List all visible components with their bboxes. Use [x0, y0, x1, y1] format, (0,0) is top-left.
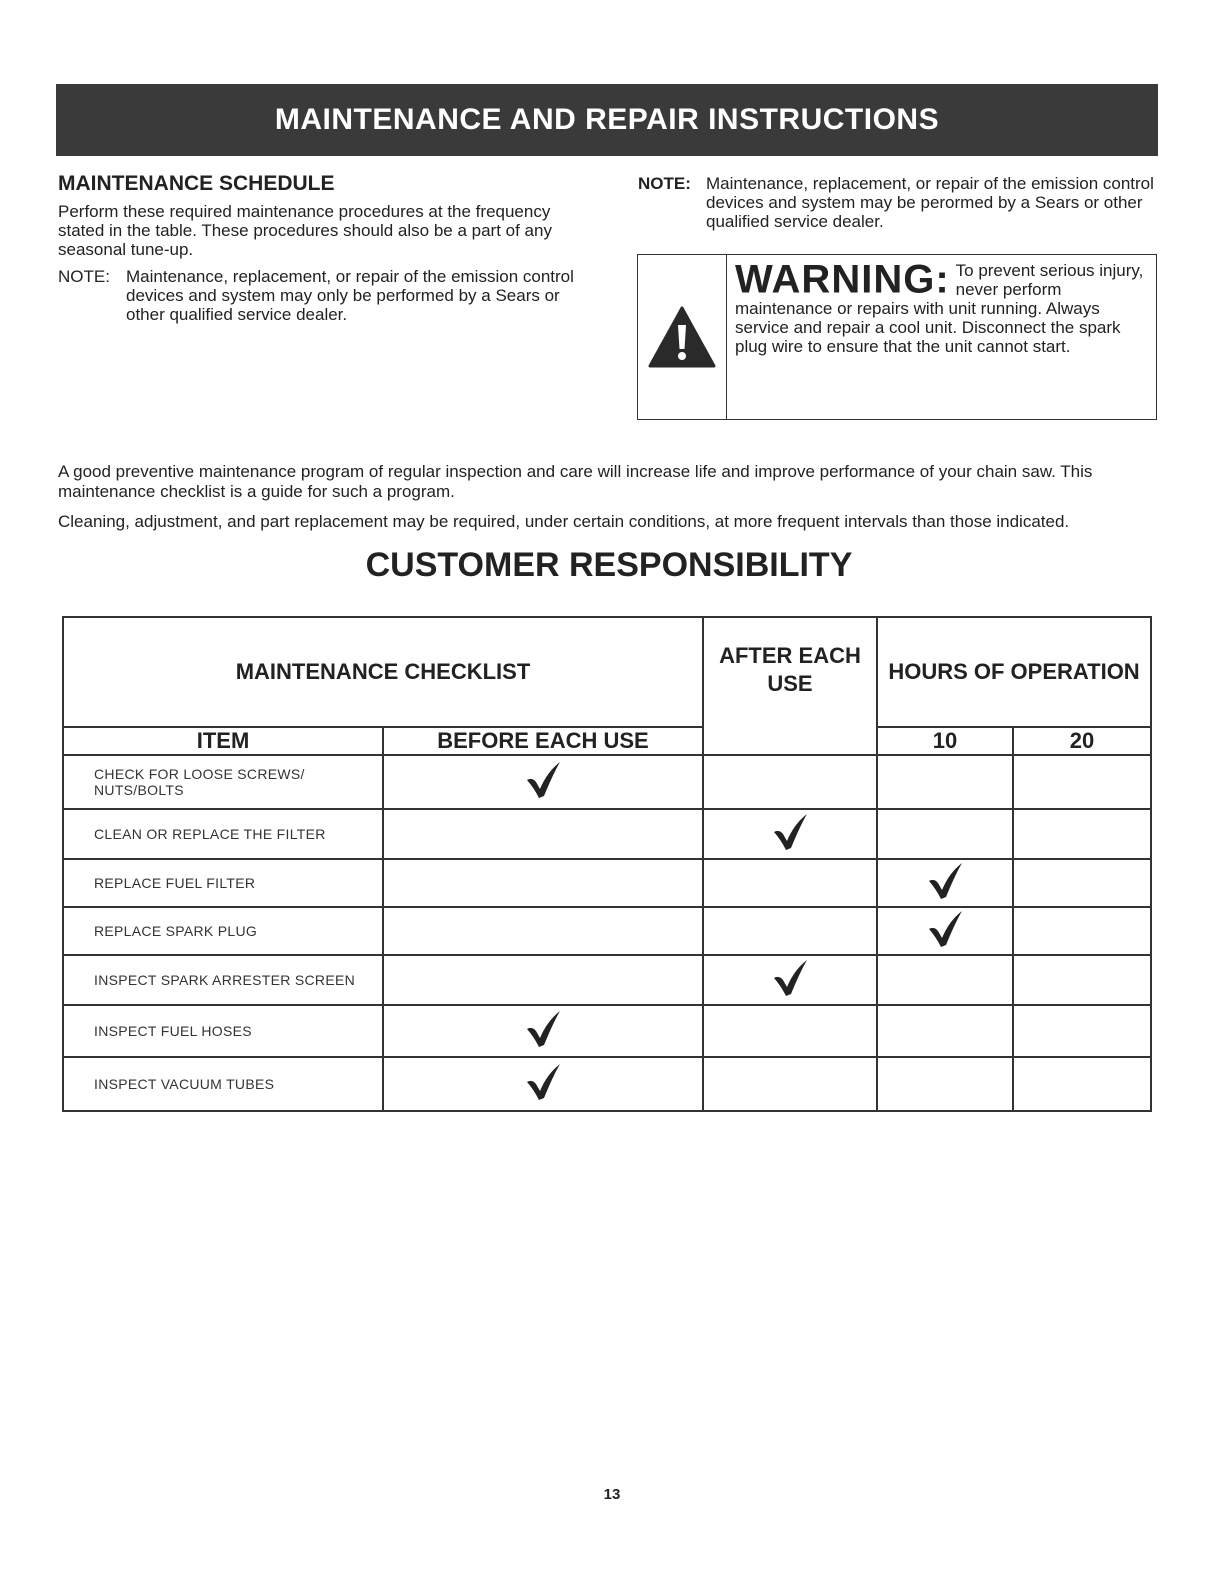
table-row — [63, 755, 1151, 809]
check-cell-h10 — [877, 809, 1013, 859]
right-note-section — [638, 174, 1160, 231]
schedule-note — [58, 267, 588, 324]
maintenance-checklist-table — [62, 616, 1152, 1112]
check-mark-icon — [925, 861, 965, 901]
check-cell-h10 — [877, 1057, 1013, 1111]
before-each-use-header: BEFORE EACH USE — [383, 727, 703, 755]
check-cell-h20 — [1013, 1005, 1151, 1057]
warning-triangle-icon — [647, 305, 717, 369]
warning-body: maintenance or repairs with unit running. Always service and repair a cool unit. Disconnect the spark plug wire to ensure that the unit cannot start. — [735, 299, 1121, 356]
check-cell-after — [703, 955, 877, 1005]
warning-lead: To prevent serious injury, never perform — [955, 261, 1144, 299]
maintenance-schedule-section — [58, 172, 588, 324]
check-cell-before — [383, 809, 703, 859]
check-mark-icon — [925, 909, 965, 949]
check-mark-icon — [523, 760, 563, 800]
section-banner — [56, 84, 1158, 156]
intro-paragraph-2: Cleaning, adjustment, and part replacement may be required, under certain conditions, at more frequent intervals than those indicated. — [58, 512, 1070, 531]
table-row — [63, 859, 1151, 907]
warning-text — [727, 255, 1156, 419]
schedule-note-text: Maintenance, replacement, or repair of the emission control devices and system may only be performed by a Sears or other qualified service dealer. — [126, 267, 574, 324]
after-each-use-header: AFTER EACH USE — [703, 617, 877, 755]
check-cell-after — [703, 1005, 877, 1057]
check-cell-h20 — [1013, 809, 1151, 859]
right-note — [638, 174, 1160, 231]
right-note-text: Maintenance, replacement, or repair of the emission control devices and system may be perormed by a Sears or other qualified service dealer. — [706, 174, 1154, 231]
customer-heading-text: CUSTOMER RESPONSIBILITY — [365, 546, 853, 584]
check-cell-after — [703, 809, 877, 859]
hours-of-operation-header: HOURS OF OPERATION — [877, 617, 1151, 727]
check-cell-before — [383, 955, 703, 1005]
check-cell-h10 — [877, 907, 1013, 955]
warning-icon-cell — [638, 255, 727, 419]
banner-title: MAINTENANCE AND REPAIR INSTRUCTIONS — [274, 103, 940, 136]
item-cell: REPLACE SPARK PLUG — [63, 907, 383, 955]
check-cell-before — [383, 1057, 703, 1111]
schedule-body: Perform these required maintenance procedures at the frequency stated in the table. These procedures should also be a part of any seasonal tune-up. — [58, 202, 552, 259]
table-row — [63, 1005, 1151, 1057]
check-cell-before — [383, 1005, 703, 1057]
item-header: ITEM — [63, 727, 383, 755]
check-cell-h20 — [1013, 1057, 1151, 1111]
schedule-heading: MAINTENANCE SCHEDULE — [58, 172, 335, 195]
check-cell-after — [703, 755, 877, 809]
check-mark-icon — [770, 812, 810, 852]
right-note-label: NOTE: — [638, 174, 691, 193]
intro-paragraph-1: A good preventive maintenance program of regular inspection and care will increase life and improve performance of your chain saw. This maintenance checklist is a guide for such a program. — [58, 462, 1093, 501]
checklist-header: MAINTENANCE CHECKLIST — [63, 617, 703, 727]
table-row — [63, 907, 1151, 955]
check-cell-before — [383, 755, 703, 809]
customer-responsibility-heading — [0, 546, 1224, 585]
check-cell-h20 — [1013, 907, 1151, 955]
check-cell-h20 — [1013, 755, 1151, 809]
check-cell-h20 — [1013, 955, 1151, 1005]
check-cell-before — [383, 859, 703, 907]
item-cell: CHECK FOR LOOSE SCREWS/ NUTS/BOLTS — [63, 755, 383, 809]
check-cell-after — [703, 1057, 877, 1111]
check-mark-icon — [770, 958, 810, 998]
item-cell: REPLACE FUEL FILTER — [63, 859, 383, 907]
warning-box — [637, 254, 1157, 420]
page-number: 13 — [603, 1486, 621, 1503]
table-row — [63, 955, 1151, 1005]
check-mark-icon — [523, 1062, 563, 1102]
check-cell-h20 — [1013, 859, 1151, 907]
hours-10-header: 10 — [877, 727, 1013, 755]
warning-title: WARNING: — [735, 257, 950, 302]
check-mark-icon — [523, 1009, 563, 1049]
item-cell: INSPECT SPARK ARRESTER SCREEN — [63, 955, 383, 1005]
check-cell-h10 — [877, 755, 1013, 809]
item-cell: INSPECT FUEL HOSES — [63, 1005, 383, 1057]
check-cell-h10 — [877, 1005, 1013, 1057]
hours-20-header: 20 — [1013, 727, 1151, 755]
check-cell-after — [703, 907, 877, 955]
item-cell: INSPECT VACUUM TUBES — [63, 1057, 383, 1111]
check-cell-h10 — [877, 955, 1013, 1005]
table-row — [63, 809, 1151, 859]
check-cell-after — [703, 859, 877, 907]
item-cell: CLEAN OR REPLACE THE FILTER — [63, 809, 383, 859]
table-row — [63, 1057, 1151, 1111]
check-cell-before — [383, 907, 703, 955]
check-cell-h10 — [877, 859, 1013, 907]
schedule-note-label: NOTE: — [58, 267, 110, 286]
